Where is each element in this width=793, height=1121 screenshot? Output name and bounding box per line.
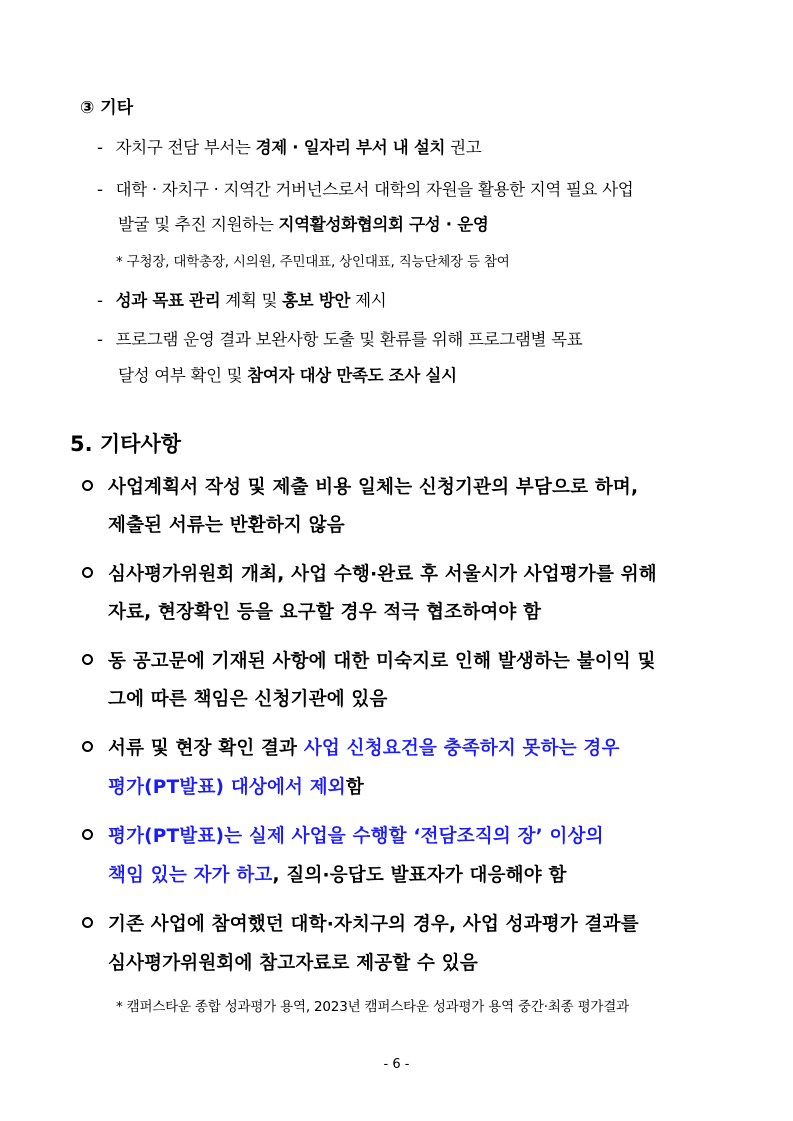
bullet-liability-line2: 그에 따른 책임은 신청기관에 있음	[108, 689, 388, 710]
bullet-presenter-line1: 평가(PT발표)는 실제 사업을 수행할 ‘전담조직의 장’ 이상의	[108, 826, 604, 847]
dash: -	[97, 138, 103, 157]
text-bold: 경제 · 일자리 부서 내 설치	[255, 138, 446, 157]
section-heading-etc: ③ 기타	[80, 98, 134, 118]
page-number: - 6 -	[383, 1057, 410, 1072]
text: 대학 · 자치구 · 지역간 거버넌스로서 대학의 자원을 활용한 지역 필요 사업	[115, 180, 634, 199]
section-heading-misc: 5. 기타사항	[70, 432, 182, 456]
text-highlight: 평가(PT발표) 대상에서 제외	[108, 777, 346, 798]
bullet-cooperation-line2: 자료, 현장확인 등을 요구할 경우 적극 협조하여야 함	[108, 602, 542, 623]
text-bold: 성과 목표 관리	[115, 291, 221, 310]
bullet-circle-icon	[82, 741, 93, 752]
text: 자치구 전담 부서는	[115, 138, 256, 157]
text: 권고	[445, 138, 482, 157]
text-highlight: 책임 있는 자가 하고	[108, 865, 273, 886]
text-bold: 홍보 방안	[282, 291, 351, 310]
bullet-circle-icon	[82, 480, 93, 491]
bullet-exclusion-line1	[108, 734, 620, 760]
text: 프로그램 운영 결과 보완사항 도출 및 환류를 위해 프로그램별 목표	[115, 330, 583, 349]
text: 서류 및 현장 확인 결과	[108, 738, 304, 759]
bullet-circle-icon	[82, 829, 93, 840]
bullet-previous-line1: 기존 사업에 참여했던 대학·자치구의 경우, 사업 성과평가 결과를	[108, 914, 639, 935]
text-bold: 지역활성화협의회 구성 · 운영	[278, 215, 489, 234]
bullet-cost-line1: 사업계획서 작성 및 제출 비용 일체는 신청기관의 부담으로 하며,	[108, 477, 639, 498]
bullet-cooperation-line1: 심사평가위원회 개최, 사업 수행·완료 후 서울시가 사업평가를 위해	[108, 564, 657, 585]
bullet-circle-icon	[82, 654, 93, 665]
bullet-circle-icon	[82, 567, 93, 578]
bullet-presenter-line2	[108, 861, 567, 887]
bullet-exclusion-line2	[108, 773, 364, 799]
text: 발굴 및 추진 지원하는	[118, 215, 279, 234]
item-department	[97, 134, 481, 158]
text: 함	[345, 777, 364, 798]
bullet-previous-line2: 심사평가위원회에 참고자료로 제공할 수 있음	[108, 953, 478, 974]
bullet-cost-line2: 제출된 서류는 반환하지 않음	[108, 515, 345, 536]
item-performance	[97, 287, 386, 311]
dash: -	[97, 180, 103, 199]
bullet-liability-line1: 동 공고문에 기재된 사항에 대한 미숙지로 인해 발생하는 불이익 및	[108, 651, 656, 672]
item-feedback-line1	[97, 326, 582, 350]
text-bold: 참여자 대상 만족도 조사 실시	[247, 366, 457, 385]
dash: -	[97, 291, 103, 310]
text-highlight: 사업 신청요건을 충족하지 못하는 경우	[303, 738, 620, 759]
note-participants: * 구청장, 대학총장, 시의원, 주민대표, 상인대표, 직능단체장 등 참여	[116, 254, 510, 270]
text: 달성 여부 확인 및	[118, 366, 248, 385]
text: 계획 및	[220, 291, 283, 310]
text: 제시	[350, 291, 387, 310]
item-governance-line2	[118, 211, 489, 235]
item-governance-line1	[97, 176, 633, 200]
text: , 질의·응답도 발표자가 대응해야 함	[272, 865, 567, 886]
item-feedback-line2	[118, 362, 457, 386]
note-evaluation: * 캠퍼스타운 종합 성과평가 용역, 2023년 캠퍼스타운 성과평가 용역 중간·최종 평가결과	[116, 999, 629, 1015]
dash: -	[97, 330, 103, 349]
bullet-circle-icon	[82, 917, 93, 928]
